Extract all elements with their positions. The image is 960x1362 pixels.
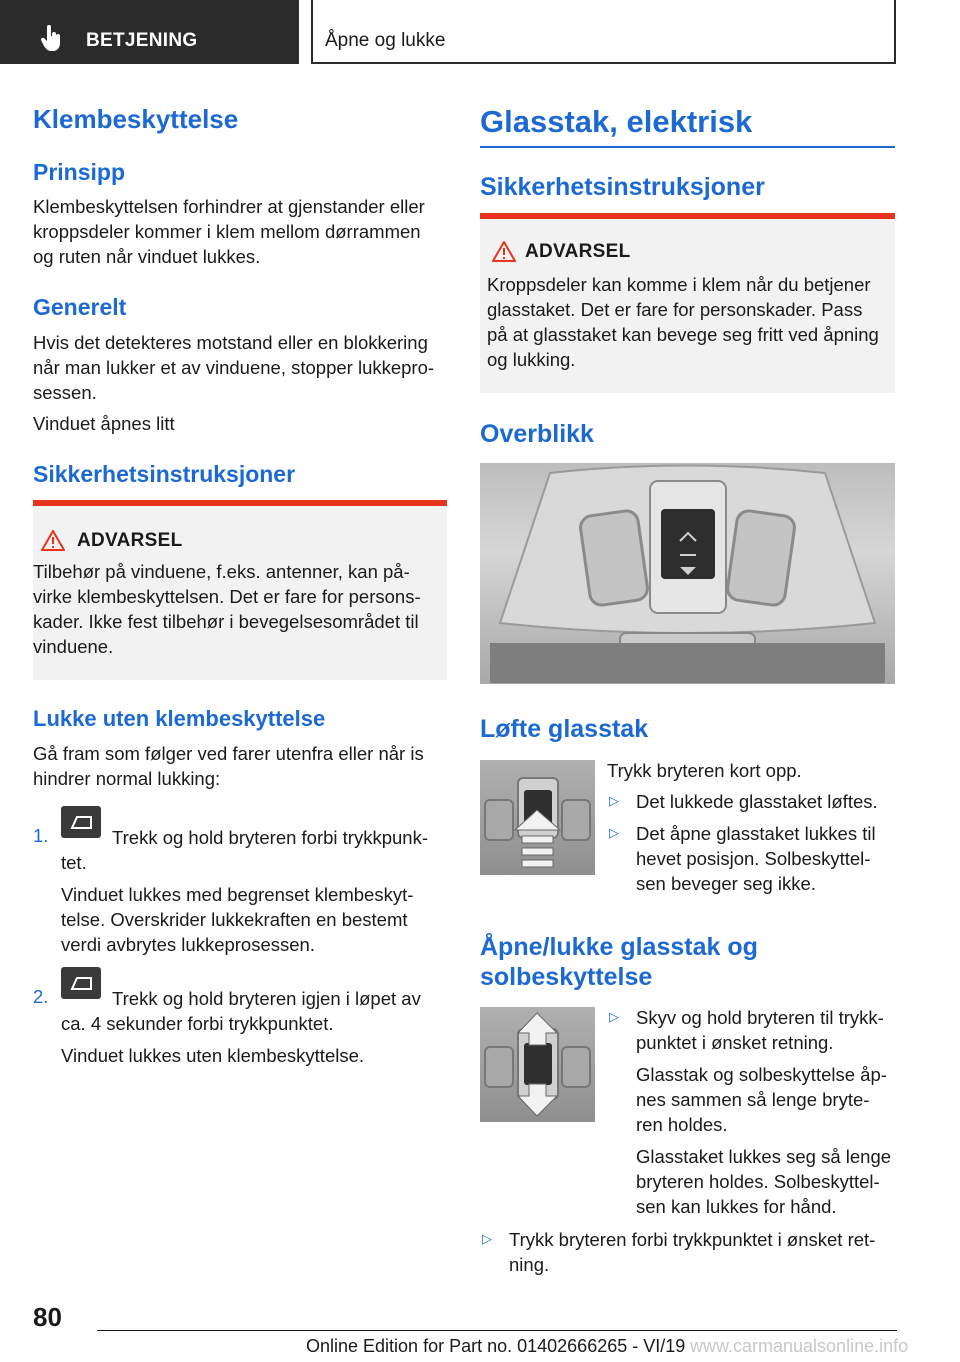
open-heading-line: solbeskyttelse (480, 963, 653, 991)
open-bullet-text: Trykk bryteren forbi trykkpunktet i ønsket ret‐ (509, 1229, 876, 1250)
lift-bullet-text: Det åpne glasstaket lukkes til (636, 823, 876, 844)
step-text: ca. 4 sekunder forbi trykkpunktet. (61, 1013, 334, 1034)
principle-line: kroppsdeler kommer i klem mellom dørrammen (33, 221, 421, 242)
hand-pointer-icon (40, 25, 64, 53)
right-title: Glasstak, elektrisk (480, 104, 753, 139)
warning-line: glasstaket. Det er fare for personskader. Pass (487, 299, 863, 320)
step-result: verdi avbrytes lukkeprosessen. (61, 934, 315, 955)
page-number: 80 (33, 1302, 62, 1332)
title-underline (480, 146, 895, 148)
general-heading: Generelt (33, 294, 127, 320)
lift-bullet-text: hevet posisjon. Solbeskyttel‐ (636, 848, 871, 869)
close-heading: Lukke uten klembeskyttelse (33, 706, 326, 731)
lift-switch-image (480, 760, 595, 875)
principle-line: og ruten når vinduet lukkes. (33, 246, 261, 267)
open-bullet-text: Skyv og hold bryteren til trykk‐ (636, 1007, 884, 1028)
step-number: 1. (33, 825, 49, 846)
open-bullet-text: nes sammen så lenge bryte‐ (636, 1089, 870, 1110)
open-bullet-text: punktet i ønsket retning. (636, 1032, 834, 1053)
step-result: Vinduet lukkes uten klembeskyttelse. (61, 1045, 365, 1066)
step-number: 2. (33, 986, 49, 1007)
warning-line: på at glasstaket kan bevege seg fritt ved åpning (487, 324, 879, 345)
warning-line: Kroppsdeler kan komme i klem når du betjener (487, 274, 871, 295)
warning-title: ADVARSEL (525, 241, 631, 262)
lift-intro: Trykk bryteren kort opp. (607, 760, 802, 781)
triangle-bullet-icon: ▷ (482, 1231, 492, 1246)
open-bullet-text: ren holdes. (636, 1114, 728, 1135)
step-text: Trekk og hold bryteren igjen i løpet av (112, 988, 421, 1009)
open-bullet-text: ning. (509, 1254, 550, 1275)
warning-line: kader. Ikke fest tilbehør i bevegelsesområdet til (33, 611, 419, 632)
open-bullet-text: sen kan lukkes for hånd. (636, 1196, 837, 1217)
step-result: Vinduet lukkes med begrenset klembeskyt‐ (61, 884, 414, 905)
right-warning-box (480, 213, 895, 393)
footer-edition: Online Edition for Part no. 01402666265 - VI/19 (306, 1336, 686, 1356)
warning-bar (480, 213, 895, 219)
lift-heading: Løfte glasstak (480, 715, 649, 743)
footer-rule (97, 1330, 897, 1331)
warning-triangle-icon (492, 241, 516, 262)
step-result: telse. Overskrider lukkekraften en bestemt (61, 909, 408, 930)
warning-title: ADVARSEL (77, 530, 183, 551)
open-heading-line: Åpne/lukke glasstak og (480, 933, 758, 961)
window-switch-icon (61, 967, 101, 999)
overview-heading: Overblikk (480, 420, 594, 448)
open-close-switch-image (480, 1007, 595, 1122)
warning-line: vinduene. (33, 636, 114, 657)
triangle-bullet-icon: ▷ (609, 1009, 619, 1024)
general-line: når man lukker et av vinduene, stopper lukkepro‐ (33, 357, 435, 378)
principle-line: Klembeskyttelsen forhindrer at gjenstander eller (33, 196, 425, 217)
open-bullet-text: bryteren holdes. Solbeskyttel‐ (636, 1171, 880, 1192)
warning-line: Tilbehør på vinduene, f.eks. antenner, kan på‐ (33, 561, 410, 582)
open-bullet-text: Glasstak og solbeskyttelse åp‐ (636, 1064, 887, 1085)
general-line: sessen. (33, 382, 97, 403)
left-safety-heading: Sikkerhetsinstruksjoner (33, 461, 296, 487)
close-line: hindrer normal lukking: (33, 768, 221, 789)
step-text: Trekk og hold bryteren forbi trykkpunk‐ (112, 827, 428, 848)
overhead-console-image (480, 463, 895, 684)
triangle-bullet-icon: ▷ (609, 825, 619, 840)
principle-heading: Prinsipp (33, 159, 126, 185)
left-warning-box (33, 500, 447, 680)
lift-bullet-text: sen beveger seg ikke. (636, 873, 816, 894)
step-text: tet. (61, 852, 87, 873)
watermark: www.carmanualsonline.info (690, 1336, 909, 1356)
header-section-label: BETJENING (86, 30, 198, 51)
right-safety-heading: Sikkerhetsinstruksjoner (480, 173, 765, 201)
close-line: Gå fram som følger ved farer utenfra eller når is (33, 743, 424, 764)
general-line: Hvis det detekteres motstand eller en blokkering (33, 332, 428, 353)
warning-bar (33, 500, 447, 506)
warning-line: virke klembeskyttelsen. Det er fare for persons‐ (33, 586, 421, 607)
window-switch-icon (61, 806, 101, 838)
warning-triangle-icon (41, 530, 65, 551)
lift-bullet-text: Det lukkede glasstaket løftes. (636, 791, 878, 812)
left-title: Klembeskyttelse (33, 104, 239, 134)
warning-line: og lukking. (487, 349, 576, 370)
header-chapter-label: Åpne og lukke (325, 30, 446, 51)
triangle-bullet-icon: ▷ (609, 793, 619, 808)
general-note: Vinduet åpnes litt (33, 413, 175, 434)
open-bullet-text: Glasstaket lukkes seg så lenge (636, 1146, 892, 1167)
